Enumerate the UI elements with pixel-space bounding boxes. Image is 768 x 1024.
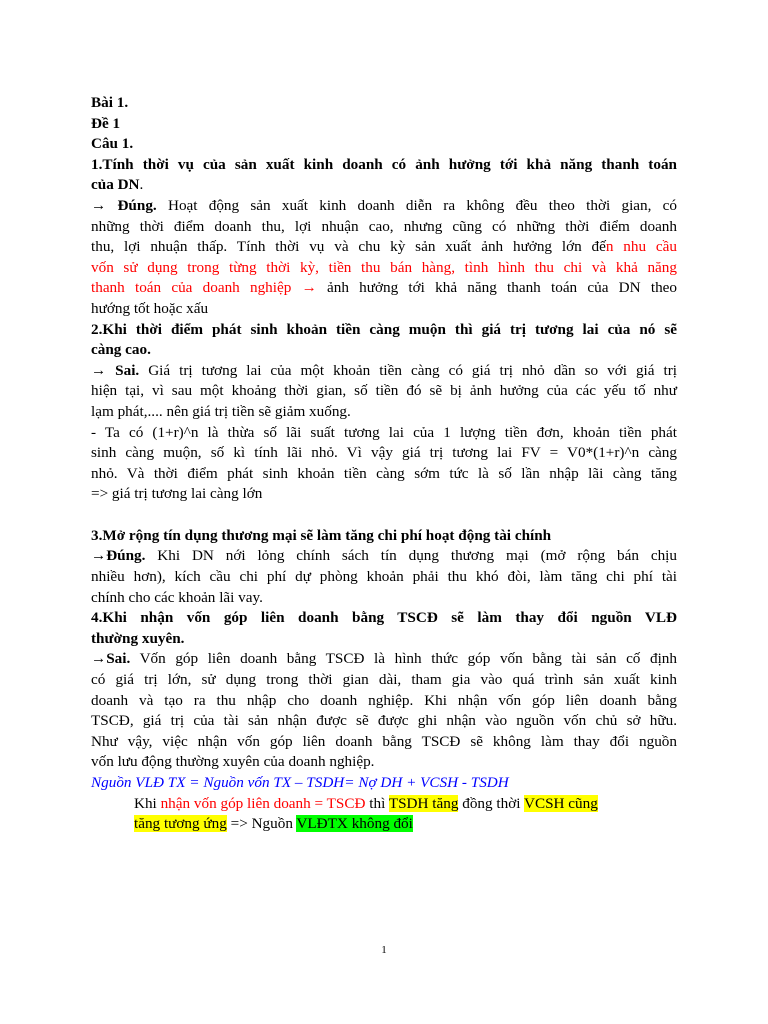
answer-1-line-3-red: n nhu cầu xyxy=(605,238,677,256)
question-1-title-period: . xyxy=(139,176,144,194)
answer-3-line-1 xyxy=(91,546,677,567)
blank-line xyxy=(91,505,677,526)
highlight-vcsh: VCSH cũng xyxy=(523,794,598,812)
answer-2-line-2: hiện tại, vì sau một khoảng thời gian, số tiền đó sẽ bị ảnh hưởng của các yếu tố như xyxy=(91,382,677,400)
arrow-icon: → xyxy=(91,650,107,668)
answer-2-line-5: sinh càng muộn, số kì tính lãi nhỏ. Vì vậy giá trị tương lai FV = V0*(1+r)^n càng xyxy=(91,444,677,462)
answer-4-line-1 xyxy=(91,649,677,670)
question-4 xyxy=(91,608,677,835)
right-arrow-icon: → xyxy=(301,279,317,297)
question-3-title: 3.Mở rộng tín dụng thương mại sẽ làm tăng chi phí hoạt động tài chính xyxy=(91,526,552,544)
answer-2-line-1 xyxy=(91,361,677,382)
answer-1-line-3 xyxy=(91,237,677,258)
answer-1-line-5 xyxy=(91,278,677,299)
page-number: 1 xyxy=(381,944,387,956)
answer-3-line-3: chính cho các khoản lãi vay. xyxy=(91,588,263,606)
note-line-1 xyxy=(91,794,677,815)
formula: Nguồn VLĐ TX = Nguồn vốn TX – TSDH= Nợ DH + VCSH - TSDH xyxy=(91,774,509,791)
highlight-vcsh-cont: tăng tương ứng xyxy=(134,815,227,833)
question-4-title-line-1: 4.Khi nhận vốn góp liên doanh bằng TSCĐ sẽ làm thay đổi nguồn VLĐ xyxy=(91,609,677,627)
question-2-title-line-1: 2.Khi thời điểm phát sinh khoản tiền càng muộn thì giá trị tương lai của nó sẽ xyxy=(91,320,677,338)
answer-1-line-6: hướng tốt hoặc xấu xyxy=(91,299,209,317)
question-4-title-line-2: thường xuyên. xyxy=(91,629,185,647)
question-1-title-line-1: 1.Tính thời vụ của sản xuất kinh doanh có ảnh hưởng tới khả năng thanh toán xyxy=(91,155,677,173)
note-red-text: nhận vốn góp liên doanh = TSCĐ xyxy=(160,794,366,812)
answer-4-line-4: TSCĐ, giá trị của tài sản nhận được sẽ được ghi nhận vào nguồn vốn chủ sở hữu. xyxy=(91,712,677,730)
answer-1-line-2: những thời điểm doanh thu, lợi nhuận cao, nhưng cũng có những thời điểm doanh xyxy=(91,217,677,235)
highlight-tsdh: TSDH tăng xyxy=(388,794,459,812)
question-2 xyxy=(91,320,677,505)
answer-2-text: Giá trị tương lai của một khoản tiền càng có giá trị nhỏ dần so với giá trị xyxy=(139,361,677,379)
note-line-2 xyxy=(91,814,677,835)
document-body xyxy=(91,93,677,835)
question-1-title-line-2 xyxy=(91,175,677,196)
note-text: Khi xyxy=(134,794,161,812)
answer-4-line-2: có giá trị lớn, sử dụng trong thời gian dài, tham gia vào quá trình sản xuất kinh xyxy=(91,671,677,689)
answer-3-line-2: nhiều hơn), kích cầu chi phí dự phòng khoản phải thu khó đòi, làm tăng chi phí tài xyxy=(91,568,677,586)
answer-2-line-6: nhỏ. Và thời điểm phát sinh khoản tiền càng sớm tức là số lần nhập lãi càng tăng xyxy=(91,464,677,482)
question-2-title-line-2: càng cao. xyxy=(91,341,151,359)
answer-2-verdict: Sai. xyxy=(115,361,140,379)
heading-de: Đề 1 xyxy=(91,114,121,132)
arrow-icon: → xyxy=(91,196,107,214)
answer-4-line-3: doanh và tạo ra thu nhập cho doanh nghiệp. Khi nhận vốn góp liên doanh bằng xyxy=(91,691,677,709)
arrow-icon: → xyxy=(91,361,107,379)
answer-3-text: Khi DN nới lỏng chính sách tín dụng thương mại (mở rộng bán chịu xyxy=(145,547,677,565)
answer-1-verdict: Đúng. xyxy=(117,196,157,214)
note-text: thì xyxy=(365,794,389,812)
note-text: đồng thời xyxy=(458,794,524,812)
heading-cau: Câu 1. xyxy=(91,135,134,153)
question-1-title-text: của DN xyxy=(91,176,140,194)
answer-3-verdict: Đúng. xyxy=(106,547,146,565)
question-3 xyxy=(91,526,677,608)
answer-1-line-3-text: thu, lợi nhuận thấp. Tính thời vụ và chu kỳ sản xuất ảnh hưởng lớn đế xyxy=(91,238,606,256)
answer-2-line-7: => giá trị tương lai càng lớn xyxy=(91,485,263,503)
highlight-vldtx: VLĐTX không đổi xyxy=(296,815,413,833)
arrow-icon: → xyxy=(91,547,107,565)
answer-1-line-5-red: thanh toán của doanh nghiệp xyxy=(91,279,292,297)
answer-1-line-5-text: ảnh hưởng tới khả năng thanh toán của DN theo xyxy=(316,279,678,297)
heading-bai: Bài 1. xyxy=(91,94,129,111)
answer-1-line-4: vốn sử dụng trong từng thời kỳ, tiền thu bán hàng, tình hình thu chi và khả năng xyxy=(91,258,677,276)
answer-1-line-1 xyxy=(91,196,677,217)
note-text: => Nguồn xyxy=(226,815,297,833)
answer-4-verdict: Sai. xyxy=(106,650,131,668)
answer-4-text: Vốn góp liên doanh bằng TSCĐ là hình thức góp vốn bằng tài sản cố định xyxy=(130,650,677,668)
answer-4-line-6: vốn lưu động thường xuyên của doanh nghiệp. xyxy=(91,753,375,771)
answer-4-line-5: Như vậy, việc nhận vốn góp liên doanh bằng TSCĐ sẽ không làm thay đổi nguồn xyxy=(91,732,677,750)
answer-1-text: Hoạt động sản xuất kinh doanh diễn ra không đều theo thời gian, có xyxy=(156,196,678,214)
question-1 xyxy=(91,155,677,320)
answer-2-line-4: - Ta có (1+r)^n là thừa số lãi suất tương lai của 1 lượng tiền đơn, khoản tiền phát xyxy=(91,423,677,441)
answer-2-line-3: lạm phát,.... nên giá trị tiền sẽ giảm xuống. xyxy=(91,402,351,420)
